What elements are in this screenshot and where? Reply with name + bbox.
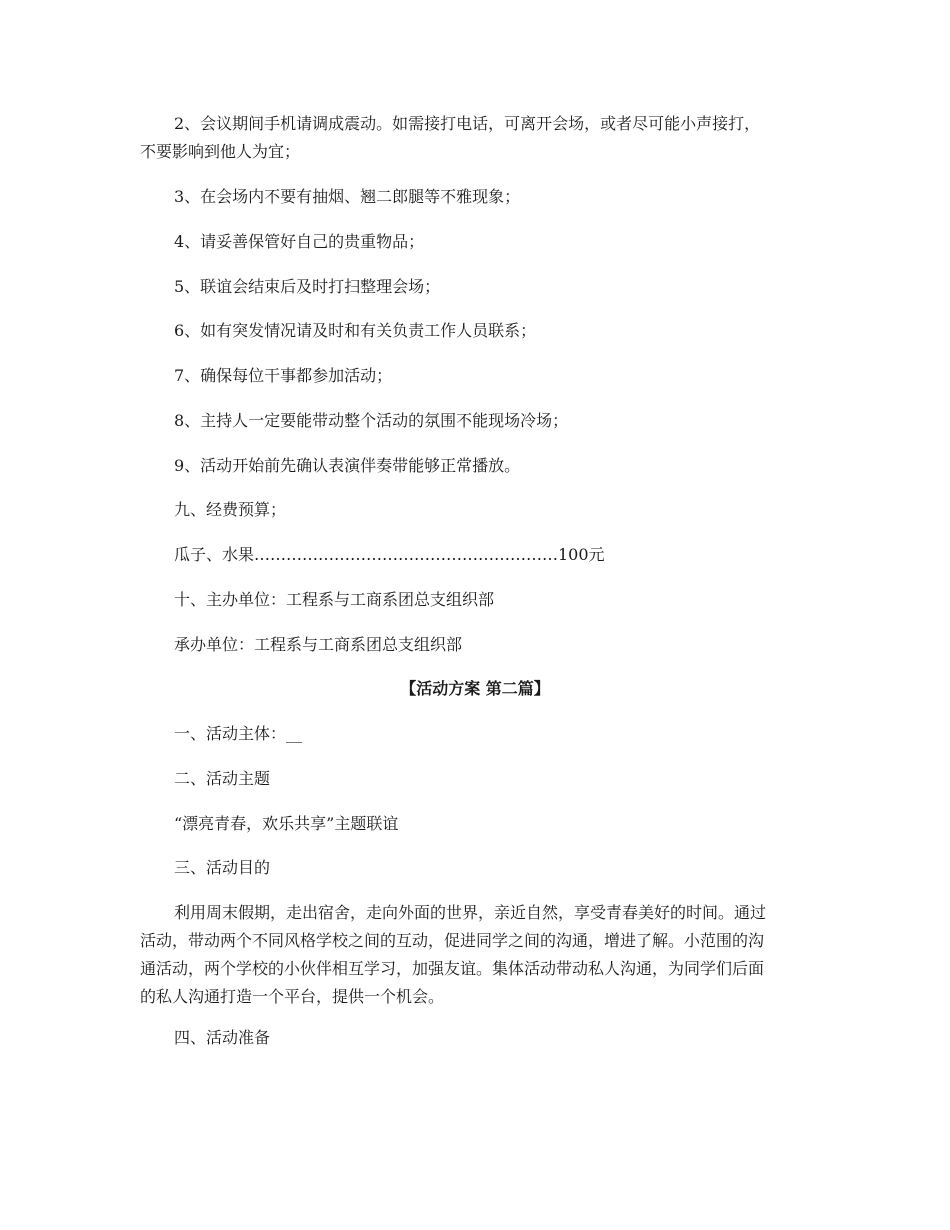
rule-item-3: 3、在会场内不要有抽烟、翘二郎腿等不雅现象； [174, 187, 521, 206]
rule-item-7: 7、确保每位干事都参加活动； [174, 366, 393, 385]
purpose-line-3: 通活动，两个学校的小伙伴相互学习，加强友谊。集体活动带动私人沟通，为同学们后面 [140, 959, 765, 978]
purpose-line-2: 活动，带动两个不同风格学校之间的互动，促进同学之间的沟通，增进了解。小范围的沟 [140, 931, 765, 950]
rule-item-9: 9、活动开始前先确认表演伴奏带能够正常播放。 [174, 456, 521, 475]
theme-heading: 二、活动主题 [174, 769, 271, 788]
budget-heading: 九、经费预算； [174, 500, 287, 519]
host-unit: 十、主办单位：工程系与工商系团总支组织部 [174, 590, 495, 609]
purpose-heading: 三、活动目的 [174, 858, 271, 877]
rule-item-5: 5、联谊会结束后及时打扫整理会场； [174, 277, 441, 296]
activity-subject: 一、活动主体：__ [174, 724, 303, 743]
purpose-line-1: 利用周末假期，走出宿舍，走向外面的世界，亲近自然，享受青春美好的时间。通过 [174, 903, 767, 922]
rule-item-2-line-2: 不要影响到他人为宜； [140, 142, 301, 161]
rule-item-2-line-1: 2、会议期间手机请调成震动。如需接打电话，可离开会场，或者尽可能小声接打， [174, 114, 761, 133]
theme-text: “漂亮青春，欢乐共享”主题联谊 [174, 814, 399, 833]
rule-item-8: 8、主持人一定要能带动整个活动的氛围不能现场冷场； [174, 411, 569, 430]
preparation-heading: 四、活动准备 [174, 1028, 271, 1047]
rule-item-4: 4、请妥善保管好自己的贵重物品； [174, 232, 425, 251]
section-title: 【活动方案 第二篇】 [400, 679, 550, 698]
organizer-unit: 承办单位：工程系与工商系团总支组织部 [174, 635, 463, 654]
budget-line: 瓜子、水果…………………………………………………100元 [174, 545, 605, 564]
purpose-line-4: 的私人沟通打造一个平台，提供一个机会。 [140, 987, 445, 1006]
rule-item-6: 6、如有突发情况请及时和有关负责工作人员联系； [174, 321, 537, 340]
